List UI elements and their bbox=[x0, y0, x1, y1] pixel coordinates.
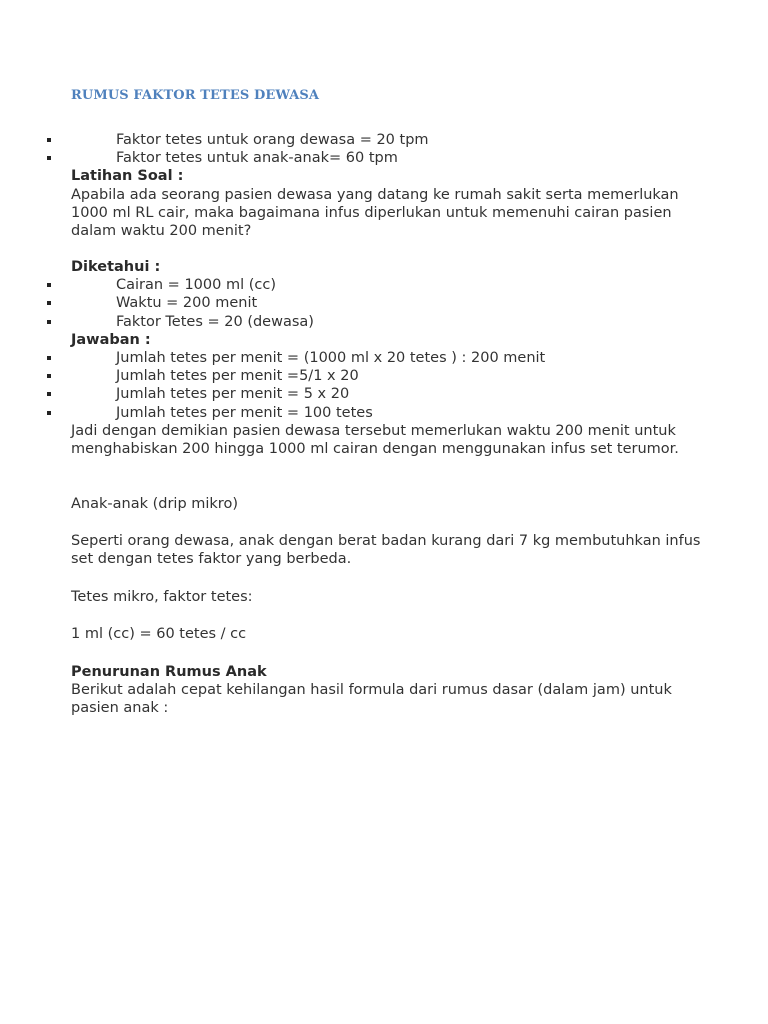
diketahui-section bbox=[71, 258, 711, 458]
list-item: Faktor Tetes = 20 (dewasa) bbox=[71, 313, 711, 331]
bullet-icon bbox=[47, 301, 51, 305]
jawaban-heading: Jawaban : bbox=[71, 331, 151, 348]
diketahui-heading: Diketahui : bbox=[71, 259, 161, 275]
bullet-icon bbox=[47, 411, 51, 415]
penurunan-paragraph: Berikut adalah cepat kehilangan hasil formula dari rumus dasar (dalam jam) untuk pasien anak : bbox=[71, 682, 672, 717]
bullet-icon bbox=[47, 156, 51, 160]
list-item: Faktor tetes untuk anak-anak= 60 tpm bbox=[71, 149, 711, 167]
anak-heading: Anak-anak (drip mikro) bbox=[71, 496, 238, 512]
bullet-icon bbox=[47, 283, 51, 287]
list-item: Jumlah tetes per menit = 5 x 20 bbox=[71, 385, 711, 403]
mikro-paragraph: Tetes mikro, faktor tetes: bbox=[71, 589, 253, 605]
bullet-icon bbox=[47, 392, 51, 396]
list-item: Waktu = 200 menit bbox=[71, 294, 711, 312]
bullet-icon bbox=[47, 374, 51, 378]
list-item: Faktor tetes untuk orang dewasa = 20 tpm bbox=[71, 131, 711, 149]
penurunan-section bbox=[71, 663, 711, 718]
bullet-icon bbox=[47, 356, 51, 360]
bullet-icon bbox=[47, 138, 51, 142]
latihan-heading: Latihan Soal : bbox=[71, 168, 184, 185]
intro-bullet-list bbox=[71, 131, 711, 167]
jawaban-bullet-list bbox=[71, 349, 711, 422]
list-item: Cairan = 1000 ml (cc) bbox=[71, 276, 711, 294]
penurunan-heading: Penurunan Rumus Anak bbox=[71, 664, 267, 680]
list-item: Jumlah tetes per menit =5/1 x 20 bbox=[71, 367, 711, 385]
bullet-icon bbox=[47, 320, 51, 324]
formula-line: 1 ml (cc) = 60 tetes / cc bbox=[71, 626, 247, 642]
document-title: RUMUS FAKTOR TETES DEWASA bbox=[71, 88, 320, 103]
list-item: Jumlah tetes per menit = (1000 ml x 20 tetes ) : 200 menit bbox=[71, 349, 711, 367]
list-item: Jumlah tetes per menit = 100 tetes bbox=[71, 404, 711, 422]
diketahui-bullet-list bbox=[71, 276, 711, 331]
anak-paragraph: Seperti orang dewasa, anak dengan berat badan kurang dari 7 kg membutuhkan infus set dengan tetes faktor yang berbeda. bbox=[71, 533, 701, 568]
conclusion-paragraph: Jadi dengan demikian pasien dewasa tersebut memerlukan waktu 200 menit untuk menghabiskan 200 hingga 1000 ml cairan dengan menggunakan infus set terumor. bbox=[71, 422, 679, 457]
latihan-paragraph: Apabila ada seorang pasien dewasa yang datang ke rumah sakit serta memerlukan 1000 ml RL cair, maka bagaimana infus diperlukan untuk memenuhi cairan pasien dalam waktu 200 menit? bbox=[71, 186, 679, 239]
intro-section bbox=[71, 131, 711, 240]
